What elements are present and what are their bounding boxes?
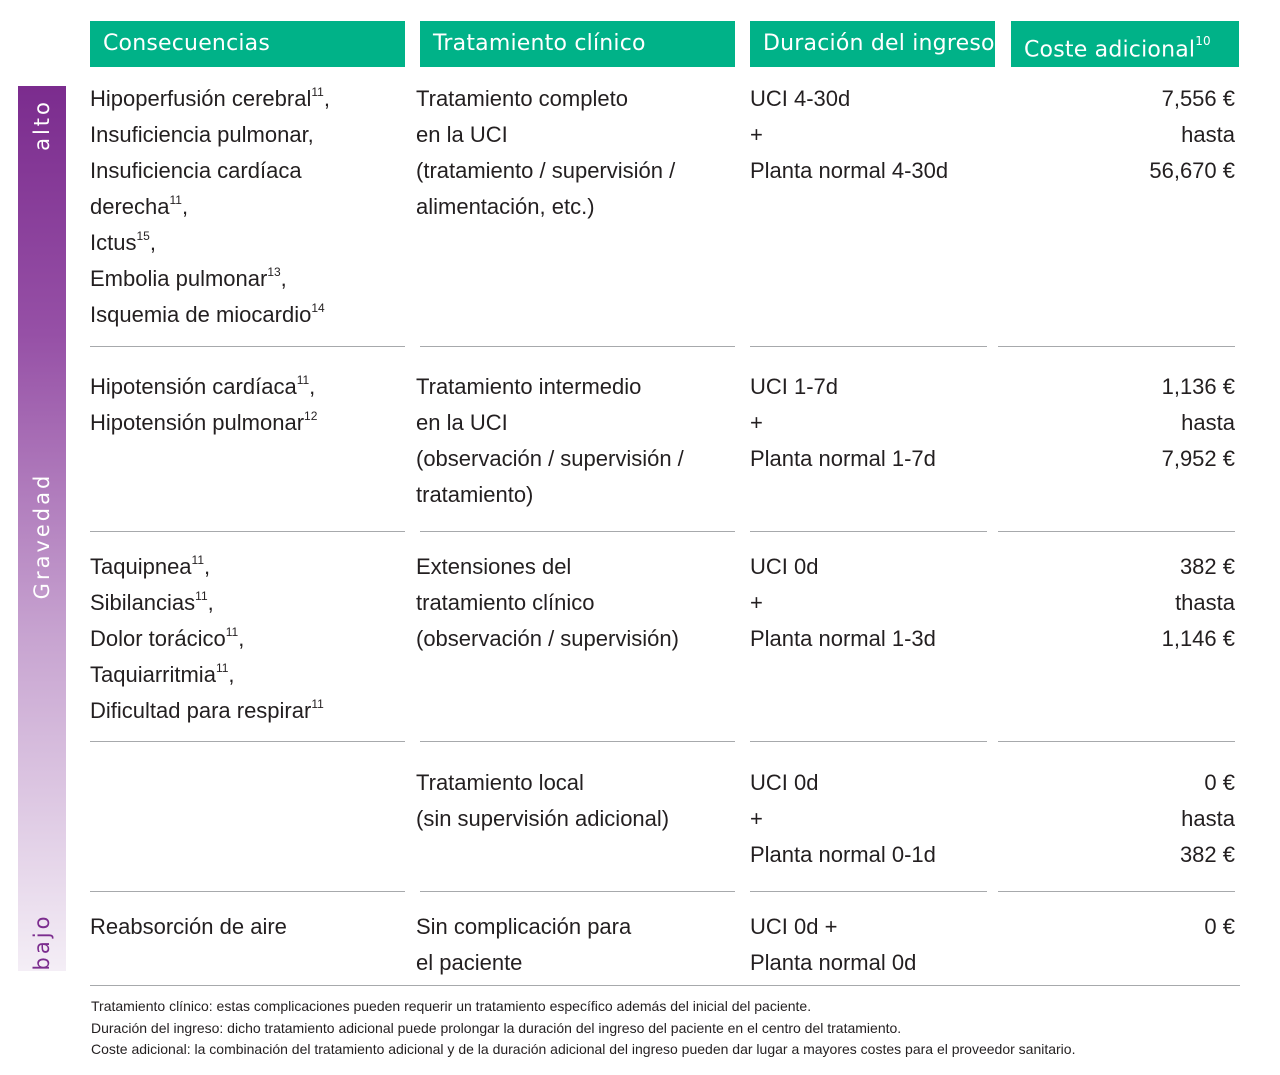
tratamiento-cell	[416, 369, 684, 513]
row-separator	[750, 891, 987, 892]
coste-line: 7,556 €	[1161, 86, 1235, 111]
coste-line: hasta	[1181, 122, 1235, 147]
table-bottom-rule	[90, 985, 1240, 986]
severity-axis-label: Gravedad	[30, 472, 54, 600]
consecuencia-item	[90, 117, 330, 153]
tratamiento-line: Tratamiento local	[416, 770, 584, 795]
consecuencia-text: Insuficiencia cardíaca	[90, 158, 302, 183]
footnotes	[91, 996, 1075, 1061]
coste-line: 382 €	[1179, 554, 1235, 579]
reference-number: 12	[304, 408, 318, 423]
coste-line: 56,670 €	[1149, 158, 1235, 183]
duracion-line: UCI 0d +	[750, 914, 838, 939]
tratamiento-line: (tratamiento / supervisión /	[416, 158, 676, 183]
consecuencia-text: Ictus	[90, 230, 137, 255]
tratamiento-line: (sin supervisión adicional)	[416, 806, 670, 831]
row-separator	[420, 531, 735, 532]
reference-number: 11	[225, 624, 239, 639]
consecuencia-text: Hipotensión pulmonar	[90, 410, 305, 435]
reference-number: 11	[311, 696, 324, 711]
punctuation: ,	[207, 590, 214, 615]
duracion-line: +	[750, 410, 763, 435]
tratamiento-line: Tratamiento intermedio	[416, 374, 642, 399]
coste-line: hasta	[1181, 410, 1235, 435]
duracion-line: Planta normal 1-3d	[750, 626, 936, 651]
consecuencia-text: Reabsorción de aire	[90, 914, 287, 939]
tratamiento-line: Sin complicación para	[416, 914, 632, 939]
duracion-cell	[750, 909, 916, 981]
row-separator	[420, 891, 735, 892]
consecuencia-text: Dificultad para respirar	[90, 698, 312, 723]
tratamiento-cell	[416, 765, 669, 837]
duracion-line: Planta normal 0-1d	[750, 842, 936, 867]
consecuencia-item	[90, 909, 287, 945]
row-separator	[998, 346, 1235, 347]
punctuation: ,	[309, 374, 316, 399]
punctuation: ,	[323, 86, 330, 111]
consecuencias-cell	[90, 81, 330, 333]
punctuation: ,	[181, 194, 189, 219]
consecuencia-text: Isquemia de miocardio	[90, 302, 312, 327]
reference-number: 13	[267, 264, 281, 279]
duracion-cell	[750, 549, 936, 657]
coste-line: 7,952 €	[1161, 446, 1235, 471]
consecuencia-item	[90, 297, 330, 333]
footnote-tratamiento: Tratamiento clínico: estas complicaciones pueden requerir un tratamiento específico además del inicial del paciente.	[91, 998, 812, 1014]
consecuencia-item	[90, 585, 324, 621]
reference-number: 15	[136, 228, 150, 243]
duracion-line: Planta normal 0d	[750, 950, 917, 975]
row-separator	[750, 531, 987, 532]
tratamiento-line: (observación / supervisión)	[416, 626, 679, 651]
coste-line: 1,136 €	[1161, 374, 1235, 399]
coste-line: 1,146 €	[1161, 626, 1235, 651]
tratamiento-cell	[416, 81, 675, 225]
consecuencia-item	[90, 693, 324, 729]
header-duracion	[750, 21, 995, 67]
consecuencia-text: Taquipnea	[90, 554, 192, 579]
severity-high-label: alto	[30, 99, 54, 151]
consecuencia-text: derecha	[90, 194, 170, 219]
duracion-line: UCI 1-7d	[750, 374, 839, 399]
coste-line: hasta	[1181, 806, 1235, 831]
header-tratamiento	[420, 21, 735, 67]
coste-cell	[1000, 369, 1235, 477]
duracion-line: +	[750, 806, 763, 831]
reference-number: 11	[296, 372, 310, 387]
reference-number: 11	[195, 588, 208, 603]
coste-cell	[1000, 765, 1235, 873]
row-separator	[998, 741, 1235, 742]
row-separator	[998, 891, 1235, 892]
consecuencias-cell	[90, 369, 317, 441]
coste-line: 0 €	[1204, 770, 1235, 795]
consecuencia-item	[90, 189, 330, 225]
header-consecuencias	[90, 21, 405, 67]
footnote-duracion: Duración del ingreso: dicho tratamiento adicional puede prolongar la duración del ingreso del paciente en el centro del tratamiento.	[91, 1019, 902, 1036]
row-separator	[90, 741, 405, 742]
header-consecuencias-label: Consecuencias	[103, 31, 271, 56]
duracion-cell	[750, 369, 936, 477]
consecuencia-text: Insuficiencia pulmonar,	[90, 122, 314, 147]
consecuencia-text: Hipoperfusión cerebral	[90, 86, 312, 111]
consecuencias-cell	[90, 549, 324, 729]
tratamiento-line: Tratamiento completo	[416, 86, 628, 111]
consecuencia-text: Dolor torácico	[90, 626, 226, 651]
duracion-line: +	[750, 122, 763, 147]
duracion-line: UCI 4-30d	[750, 86, 851, 111]
duracion-line: Planta normal 1-7d	[750, 446, 936, 471]
punctuation: ,	[204, 554, 211, 579]
row-separator	[750, 346, 987, 347]
consecuencia-item	[90, 261, 330, 297]
consecuencia-text: Embolia pulmonar	[90, 266, 268, 291]
reference-number: 14	[311, 300, 325, 315]
tratamiento-line: tratamiento)	[416, 482, 534, 507]
consecuencia-text: Sibilancias	[90, 590, 196, 615]
reference-number: 11	[311, 84, 324, 99]
consecuencia-item	[90, 621, 324, 657]
punctuation: ,	[149, 230, 156, 255]
tratamiento-line: (observación / supervisión /	[416, 446, 684, 471]
consecuencia-item	[90, 225, 330, 261]
row-separator	[750, 741, 987, 742]
punctuation: ,	[280, 266, 287, 291]
reference-number: 11	[215, 660, 229, 675]
footnote-coste: Coste adicional: la combinación del tratamiento adicional y de la duración adicional del ingreso pueden dar lugar a mayores costes para el proveedor sanitario.	[91, 1041, 1076, 1057]
coste-line: 0 €	[1204, 914, 1235, 939]
row-separator	[90, 346, 405, 347]
coste-cell	[1000, 909, 1235, 945]
tratamiento-cell	[416, 909, 631, 981]
tratamiento-line: en la UCI	[416, 122, 508, 147]
duracion-cell	[750, 81, 948, 189]
reference-number: 11	[191, 552, 205, 567]
consecuencias-cell	[90, 909, 287, 945]
header-coste-reference: 10	[1195, 34, 1211, 48]
tratamiento-cell	[416, 549, 679, 657]
punctuation: ,	[228, 662, 235, 687]
reference-number: 11	[169, 192, 182, 207]
coste-cell	[1000, 549, 1235, 657]
consecuencia-item	[90, 405, 317, 441]
tratamiento-line: tratamiento clínico	[416, 590, 595, 615]
row-separator	[998, 531, 1235, 532]
tratamiento-line: en la UCI	[416, 410, 508, 435]
coste-cell	[1000, 81, 1235, 189]
consecuencia-item	[90, 369, 317, 405]
duracion-line: UCI 0d	[750, 554, 819, 579]
severity-low-label: bajo	[30, 913, 54, 971]
header-tratamiento-label: Tratamiento clínico	[433, 31, 646, 56]
coste-line: thasta	[1175, 590, 1235, 615]
row-separator	[420, 741, 735, 742]
consecuencia-text: Taquiarritmia	[90, 662, 216, 687]
tratamiento-line: alimentación, etc.)	[416, 194, 595, 219]
tratamiento-line: el paciente	[416, 950, 523, 975]
consecuencia-item	[90, 549, 324, 585]
consecuencia-text: Hipotensión cardíaca	[90, 374, 297, 399]
header-coste-label: Coste adicional	[1024, 37, 1196, 63]
consecuencia-item	[90, 657, 324, 693]
duracion-line: +	[750, 590, 763, 615]
tratamiento-line: Extensiones del	[416, 554, 572, 579]
header-coste	[1011, 21, 1239, 67]
consecuencia-item	[90, 81, 330, 117]
duracion-line: UCI 0d	[750, 770, 819, 795]
consecuencia-item	[90, 153, 330, 189]
row-separator	[90, 531, 405, 532]
header-duracion-label: Duración del ingreso	[763, 31, 995, 56]
coste-line: 382 €	[1179, 842, 1235, 867]
duracion-cell	[750, 765, 936, 873]
row-separator	[90, 891, 405, 892]
duracion-line: Planta normal 4-30d	[750, 158, 949, 183]
row-separator	[420, 346, 735, 347]
punctuation: ,	[238, 626, 245, 651]
